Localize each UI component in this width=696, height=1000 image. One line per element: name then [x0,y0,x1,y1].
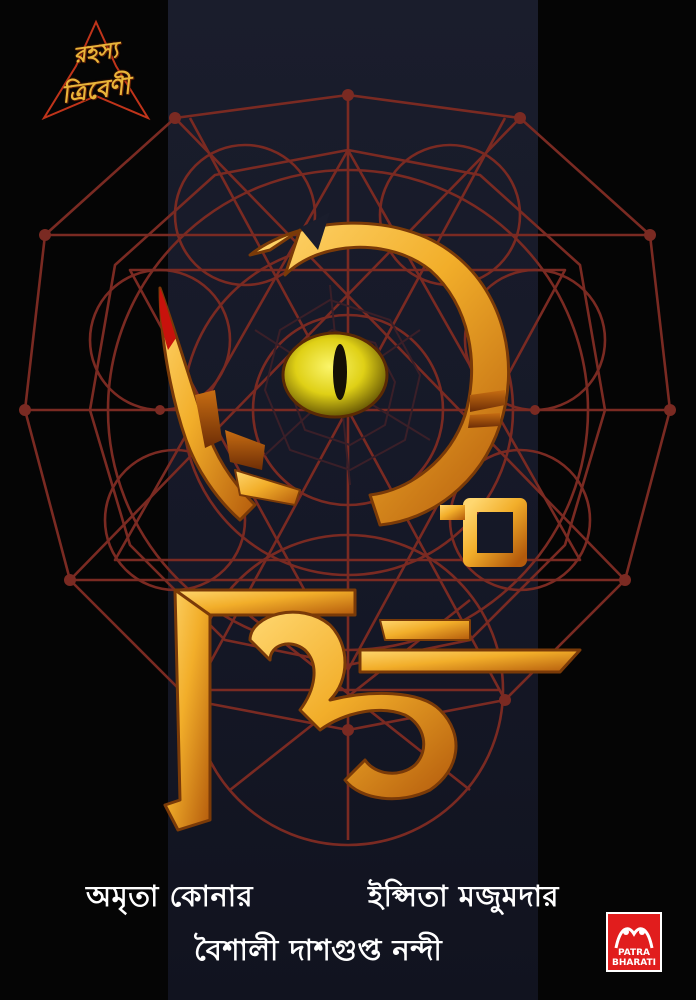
series-logo [36,18,156,128]
publisher-logo [606,912,662,972]
series-title-line2: ত্রিবেণী [59,70,132,109]
author-name-1: অমৃতা কোনার [86,879,254,913]
author-name-3: বৈশালী দাশগুপ্ত নন্দী [194,933,443,967]
i-kar-glyph [165,590,210,830]
series-title-line1: রহস্য [71,37,120,69]
eye-icon [283,333,387,417]
publisher-name: PATRA BHARATI [611,948,657,968]
author-name-2: ইপ্সিতা মজুমদার [368,879,560,913]
